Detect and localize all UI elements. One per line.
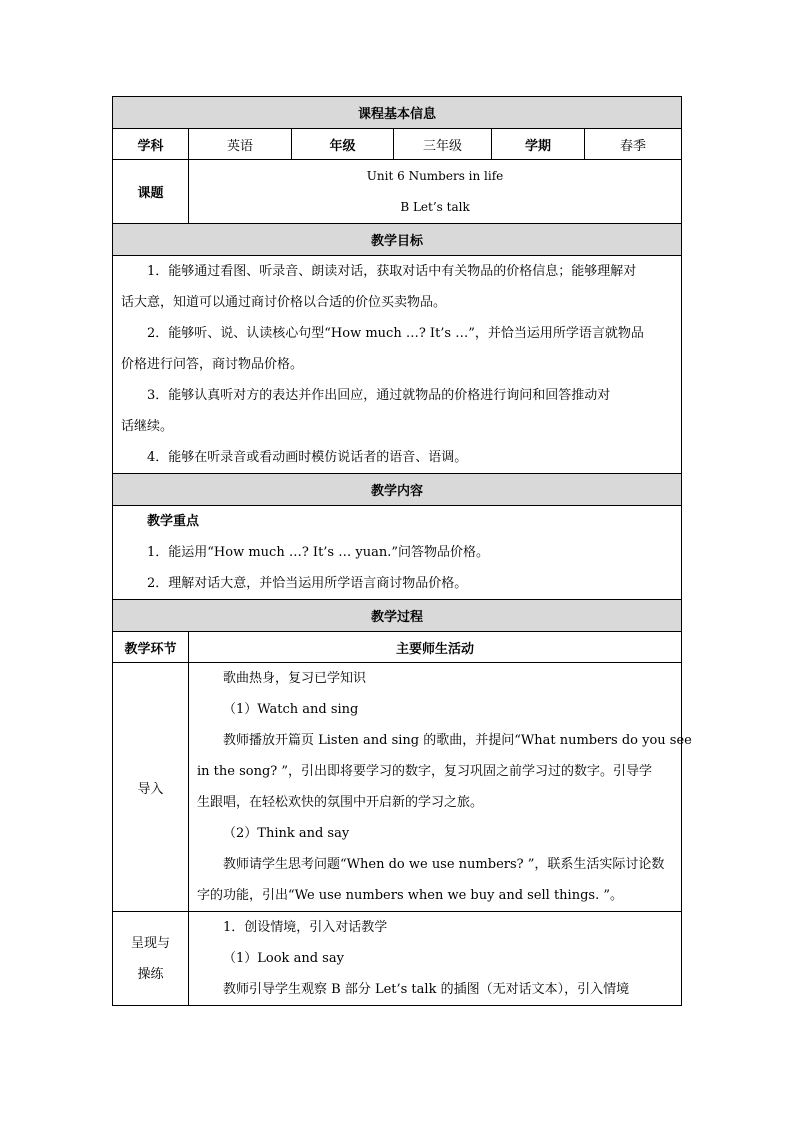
key-points-label: 教学重点 [147,514,200,529]
stage-row-intro [113,663,682,912]
stage-name-presentation [113,912,189,1006]
subject-value: 英语 [189,129,292,160]
objective-line: 话继续。 [121,419,174,434]
process-columns-row [113,632,682,663]
objective-line: 1．能够通过看图、听录音、朗读对话，获取对话中有关物品的价格信息；能够理解对 [147,264,637,279]
activity-line: 字的功能，引出“We use numbers when we buy and sell things. ”。 [197,888,623,903]
activities-column-header: 主要师生活动 [189,632,682,663]
basic-info-title: 课程基本信息 [113,97,682,129]
stage-row-presentation [113,912,682,1006]
topic-label: 课题 [113,160,189,224]
objectives-row [113,256,682,474]
activity-line: 教师播放开篇页 Listen and sing 的歌曲，并提问“What numbers do you see [223,733,692,748]
content-header-row [113,474,682,506]
content-title: 教学内容 [113,474,682,506]
objective-line: 2．能够听、说、认读核心句型“How much …? It’s …”，并恰当运用所学语言就物品 [147,326,644,341]
stage-name-line-1: 呈现与 [130,935,170,951]
key-point-line: 1．能运用“How much …? It’s … yuan.”问答物品价格。 [147,545,489,560]
topic-value [189,160,682,224]
topic-line-1: Unit 6 Numbers in life [366,168,504,183]
objectives-body [113,256,682,474]
stage-name-intro: 导入 [113,663,189,912]
term-value: 春季 [585,129,682,160]
grade-value: 三年级 [394,129,492,160]
activity-line: （2）Think and say [223,826,350,841]
content-body [113,506,682,600]
stage-activities-presentation [189,912,682,1006]
stage-activities-intro [189,663,692,912]
basic-info-header-row [113,97,682,129]
activity-line: 生跟唱，在轻松欢快的氛围中开启新的学习之旅。 [197,795,484,810]
stage-column-header: 教学环节 [113,632,189,663]
lesson-plan-page [112,96,692,1006]
key-point-line: 2．理解对话大意，并恰当运用所学语言商讨物品价格。 [147,576,468,591]
activity-line: 歌曲热身，复习已学知识 [223,671,367,686]
objective-line: 4．能够在听录音或看动画时模仿说话者的语音、语调。 [147,450,468,465]
stage-name-line-2: 操练 [137,966,164,982]
grade-label: 年级 [292,129,394,160]
subject-label: 学科 [113,129,189,160]
process-header-row [113,600,682,632]
activity-line: 教师请学生思考问题“When do we use numbers? ”，联系生活实际讨论数 [223,857,665,872]
activity-line: 教师引导学生观察 B 部分 Let’s talk 的插图（无对话文本），引入情境 [223,982,630,997]
activity-line: in the song? ”，引出即将要学习的数字，复习巩固之前学习过的数字。引导学 [197,764,653,779]
process-title: 教学过程 [113,600,682,632]
content-row [113,506,682,600]
objectives-title: 教学目标 [113,224,682,256]
lesson-plan-table [112,96,692,1006]
term-label: 学期 [492,129,585,160]
topic-row [113,160,682,224]
activity-line: （1）Look and say [223,951,344,966]
activity-line: （1）Watch and sing [223,702,359,717]
objective-line: 话大意，知道可以通过商讨价格以合适的价位买卖物品。 [121,295,447,310]
objective-line: 价格进行问答，商讨物品价格。 [121,357,304,372]
basic-info-row [113,129,682,160]
objective-line: 3．能够认真听对方的表达并作出回应，通过就物品的价格进行询问和回答推动对 [147,388,611,403]
objectives-header-row [113,224,682,256]
activity-line: 1．创设情境，引入对话教学 [223,920,388,935]
topic-line-2: B Let’s talk [400,199,470,214]
